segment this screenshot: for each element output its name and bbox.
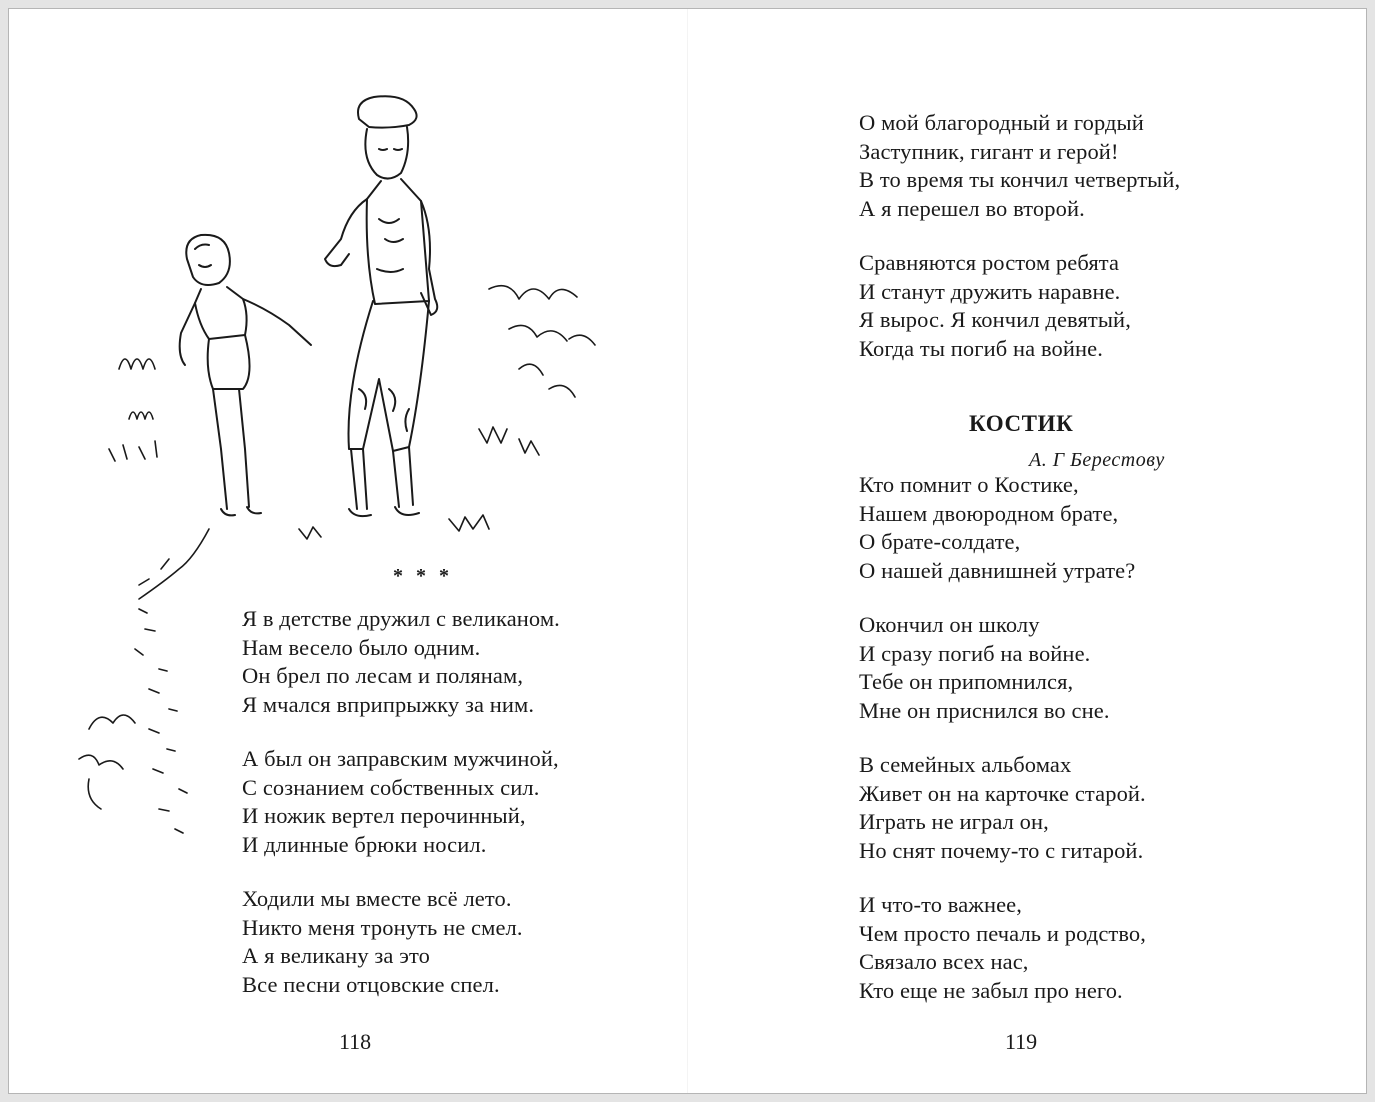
poem-line: Я в детстве дружил с великаном. [242,606,560,631]
left-poem [242,605,560,1025]
poem-line: Связало всех нас, [859,949,1029,974]
poem-line: А я великану за это [242,943,430,968]
poem-line: Нашем двоюродном брате, [859,500,1119,526]
stanza [859,611,1146,725]
poem-line: А был он заправским мужчиной, [242,746,559,771]
poem-line: О брате-солдате, [859,529,1021,554]
poem-line: В то время ты кончил четвертый, [859,167,1181,192]
page-number-left: 118 [339,1029,372,1054]
younger-boy-figure [180,235,311,516]
poem-line: А я перешел во второй. [859,195,1085,221]
stanza [242,885,560,999]
poem-line: Мне он приснился во сне. [859,697,1110,723]
poem-line: И длинные брюки носил. [242,831,487,857]
poem-line: О мой благородный и гордый [859,110,1144,135]
stanza [242,745,560,859]
older-boy-figure [325,96,437,516]
poem-dedication: А. Г Берестову [1029,449,1165,471]
poem-line: И что-то важнее, [859,892,1022,917]
stanza [859,109,1180,223]
book-spread [8,8,1367,1094]
poem-line: И ножик вертел перочинный, [242,803,526,828]
poem-line: Никто меня тронуть не смел. [242,914,523,940]
stanza [242,605,560,719]
page-gutter [687,9,688,1093]
poem-line: С сознанием собственных сил. [242,774,540,800]
poem-line: О нашей давнишней утрате? [859,557,1136,583]
poem-line: Играть не играл он, [859,809,1049,834]
poem-line: И станут дружить наравне. [859,278,1121,304]
stanza [859,471,1146,585]
poem-line: Окончил он школу [859,612,1040,637]
poem-title: КОСТИК [969,411,1074,436]
poem-line: Заступник, гигант и герой! [859,138,1119,164]
right-poem-kostik [859,471,1146,1031]
poem-line: Чем просто печаль и родство, [859,920,1146,946]
stanza [859,249,1180,363]
section-separator: * * * [393,565,453,587]
poem-line: В семейных альбомах [859,752,1072,777]
stanza [859,751,1146,865]
poem-line: Я вырос. Я кончил девятый, [859,307,1131,332]
poem-line: Когда ты погиб на войне. [859,335,1103,361]
poem-line: Но снят почему-то с гитарой. [859,837,1144,863]
page-number-right: 119 [1005,1029,1038,1054]
poem-line: Кто помнит о Костике, [859,472,1079,497]
poem-line: Живет он на карточке старой. [859,780,1146,806]
stanza [859,891,1146,1005]
poem-line: Все песни отцовские спел. [242,971,500,997]
poem-line: Ходили мы вместе всё лето. [242,886,512,911]
poem-line: Кто еще не забыл про него. [859,977,1123,1003]
poem-line: Он брел по лесам и полянам, [242,663,524,688]
poem-line: Нам весело было одним. [242,634,481,660]
poem-line: И сразу погиб на войне. [859,640,1091,666]
poem-line: Я мчался вприпрыжку за ним. [242,691,535,717]
poem-line: Тебе он припомнился, [859,669,1074,694]
poem-line: Сравняются ростом ребята [859,250,1120,275]
right-poem-continued [859,109,1180,389]
